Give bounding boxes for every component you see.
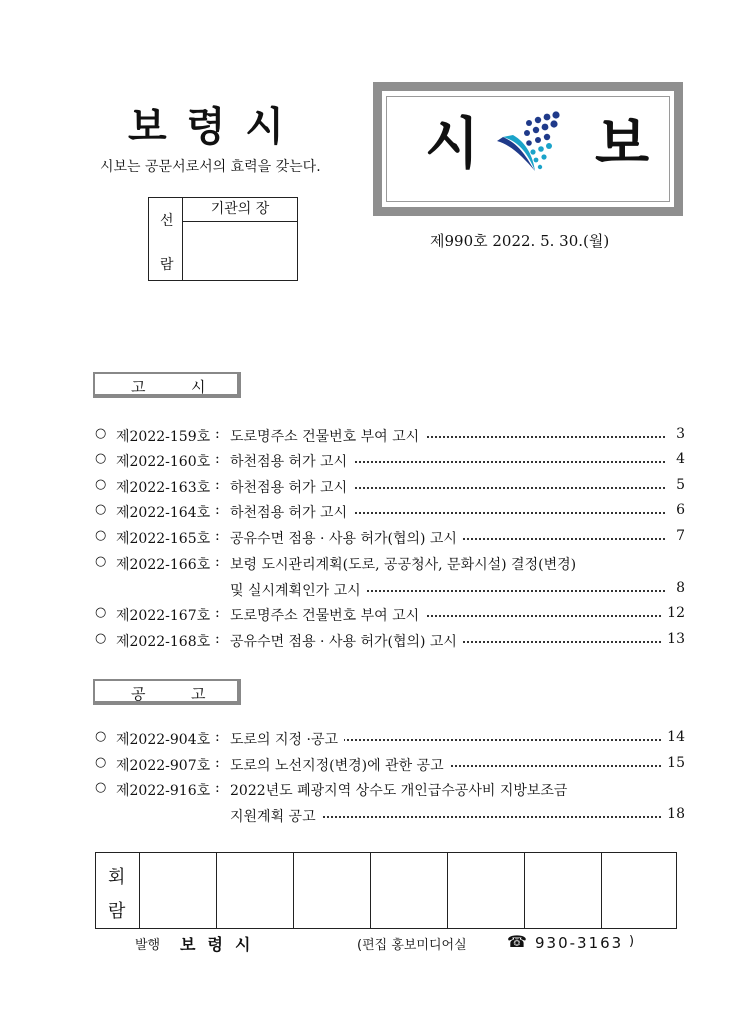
circulation-label-char: 회 xyxy=(108,867,126,888)
toc-item[interactable] xyxy=(95,554,685,576)
toc-colon: : xyxy=(215,780,220,796)
toc-item[interactable] xyxy=(95,631,685,653)
toc-item-continuation[interactable] xyxy=(95,580,685,602)
publisher-label: 발행 xyxy=(135,938,161,953)
toc-page: 15 xyxy=(663,755,685,771)
toc-colon: : xyxy=(215,554,220,570)
toc-title: 공유수면 점용 · 사용 허가(협의) 고시 xyxy=(230,528,463,548)
bullet-icon: ○ xyxy=(95,477,107,492)
toc-title-continuation: 및 실시계획인가 고시 xyxy=(230,580,367,600)
toc-title: 공유수면 점용 · 사용 허가(협의) 고시 xyxy=(230,631,463,651)
toc-title: 하천점용 허가 고시 xyxy=(230,477,353,497)
bullet-icon: ○ xyxy=(95,426,107,441)
approval-label xyxy=(149,198,183,280)
bullet-icon: ○ xyxy=(95,451,107,466)
toc-page: 8 xyxy=(672,580,685,596)
toc-title: 도로의 지정 ·공고 xyxy=(230,729,344,749)
bullet-icon: ○ xyxy=(95,631,107,646)
toc-item[interactable] xyxy=(95,780,685,802)
circulation-table xyxy=(95,852,677,929)
approval-box xyxy=(148,197,298,281)
toc-number: 제2022-907호 xyxy=(116,758,211,774)
toc-page: 5 xyxy=(672,477,685,493)
section-header-char: 고 xyxy=(131,378,146,396)
logo-inner xyxy=(382,91,674,207)
circulation-cell[interactable] xyxy=(448,853,525,928)
phone-icon: ☎ xyxy=(507,932,527,951)
toc-page: 13 xyxy=(663,631,685,647)
bullet-icon: ○ xyxy=(95,528,107,543)
toc-item[interactable] xyxy=(95,502,685,524)
closing-paren: ) xyxy=(629,934,635,949)
toc-colon: : xyxy=(215,451,220,467)
editor-info: (편집 홍보미디어실 xyxy=(357,938,467,953)
circulation-cell[interactable] xyxy=(602,853,679,928)
approval-label-char: 람 xyxy=(160,257,174,273)
toc-item[interactable] xyxy=(95,477,685,499)
toc-page: 14 xyxy=(663,729,685,745)
toc-number: 제2022-159호 xyxy=(116,429,211,445)
publisher-name xyxy=(180,932,262,955)
toc-title: 하천점용 허가 고시 xyxy=(230,502,353,522)
toc-number: 제2022-163호 xyxy=(116,480,211,496)
bullet-icon: ○ xyxy=(95,755,107,770)
logo-frame xyxy=(386,96,670,202)
toc-colon: : xyxy=(215,631,220,647)
toc-colon: : xyxy=(215,729,220,745)
circulation-cell[interactable] xyxy=(371,853,448,928)
city-title xyxy=(128,95,308,152)
toc-item[interactable] xyxy=(95,755,685,777)
approval-head: 기관의 장 xyxy=(183,198,297,222)
toc-page: 4 xyxy=(672,451,685,467)
section-header-char: 공 xyxy=(131,685,146,703)
toc-colon: : xyxy=(215,755,220,771)
logo-char-si: 시 xyxy=(425,112,480,177)
toc-title: 보령 도시관리계획(도로, 공공청사, 문화시설) 결정(변경) xyxy=(230,554,582,574)
city-title-char: 시 xyxy=(245,104,284,150)
bullet-icon: ○ xyxy=(95,729,107,744)
toc-number: 제2022-165호 xyxy=(116,531,211,547)
toc-page: 12 xyxy=(663,605,685,621)
toc-number: 제2022-160호 xyxy=(116,454,211,470)
section-header-char: 시 xyxy=(191,378,206,396)
footer xyxy=(135,932,695,954)
toc-item[interactable] xyxy=(95,729,685,751)
section-header-gosi xyxy=(93,372,241,398)
toc-title: 하천점용 허가 고시 xyxy=(230,451,353,471)
circulation-cell[interactable] xyxy=(217,853,294,928)
toc-number: 제2022-164호 xyxy=(116,505,211,521)
toc-number: 제2022-916호 xyxy=(116,783,211,799)
city-title-char: 보 xyxy=(128,104,167,150)
section-header-char: 고 xyxy=(191,685,206,703)
bullet-icon: ○ xyxy=(95,554,107,569)
toc-item[interactable] xyxy=(95,426,685,448)
toc-item[interactable] xyxy=(95,605,685,627)
toc-number: 제2022-166호 xyxy=(116,557,211,573)
toc-title: 도로의 노선지정(변경)에 관한 공고 xyxy=(230,755,450,775)
publisher-name-char: 시 xyxy=(234,935,251,954)
logo-box xyxy=(373,82,683,216)
bullet-icon: ○ xyxy=(95,605,107,620)
toc-colon: : xyxy=(215,502,220,518)
toc-page: 18 xyxy=(663,806,685,822)
toc-number: 제2022-904호 xyxy=(116,732,211,748)
circulation-label-char: 람 xyxy=(108,901,126,922)
logo-char-bo: 보 xyxy=(595,112,650,177)
toc-title: 도로명주소 건물번호 부여 고시 xyxy=(230,426,425,446)
toc-colon: : xyxy=(215,477,220,493)
toc-title: 2022년도 폐광지역 상수도 개인급수공사비 지방보조금 xyxy=(230,780,573,800)
circulation-cell[interactable] xyxy=(140,853,217,928)
toc-number: 제2022-168호 xyxy=(116,634,211,650)
approval-label-char: 선 xyxy=(160,213,174,229)
circulation-label xyxy=(96,853,140,928)
toc-page: 3 xyxy=(672,426,685,442)
circulation-cell[interactable] xyxy=(525,853,602,928)
publisher-name-char: 령 xyxy=(207,935,223,954)
toc-title: 도로명주소 건물번호 부여 고시 xyxy=(230,605,425,625)
section-header-gonggo xyxy=(93,679,241,705)
toc-number: 제2022-167호 xyxy=(116,608,211,624)
toc-page: 7 xyxy=(672,528,685,544)
toc-page: 6 xyxy=(672,502,685,518)
subtitle: 시보는 공문서로서의 효력을 갖는다. xyxy=(100,159,321,175)
bullet-icon: ○ xyxy=(95,502,107,517)
toc-colon: : xyxy=(215,605,220,621)
toc-item-continuation[interactable] xyxy=(95,806,685,828)
toc-item[interactable] xyxy=(95,528,685,550)
circulation-cell[interactable] xyxy=(294,853,371,928)
toc-colon: : xyxy=(215,426,220,442)
toc-item[interactable] xyxy=(95,451,685,473)
publisher-name-char: 보 xyxy=(180,935,196,954)
boryeong-emblem-icon xyxy=(493,105,573,175)
issue-line: 제990호 2022. 5. 30.(월) xyxy=(430,232,610,250)
city-title-char: 령 xyxy=(186,104,226,150)
bullet-icon: ○ xyxy=(95,780,107,795)
phone-number: 930-3163 xyxy=(535,934,624,952)
toc-title-continuation: 지원계획 공고 xyxy=(230,806,322,826)
toc-colon: : xyxy=(215,528,220,544)
